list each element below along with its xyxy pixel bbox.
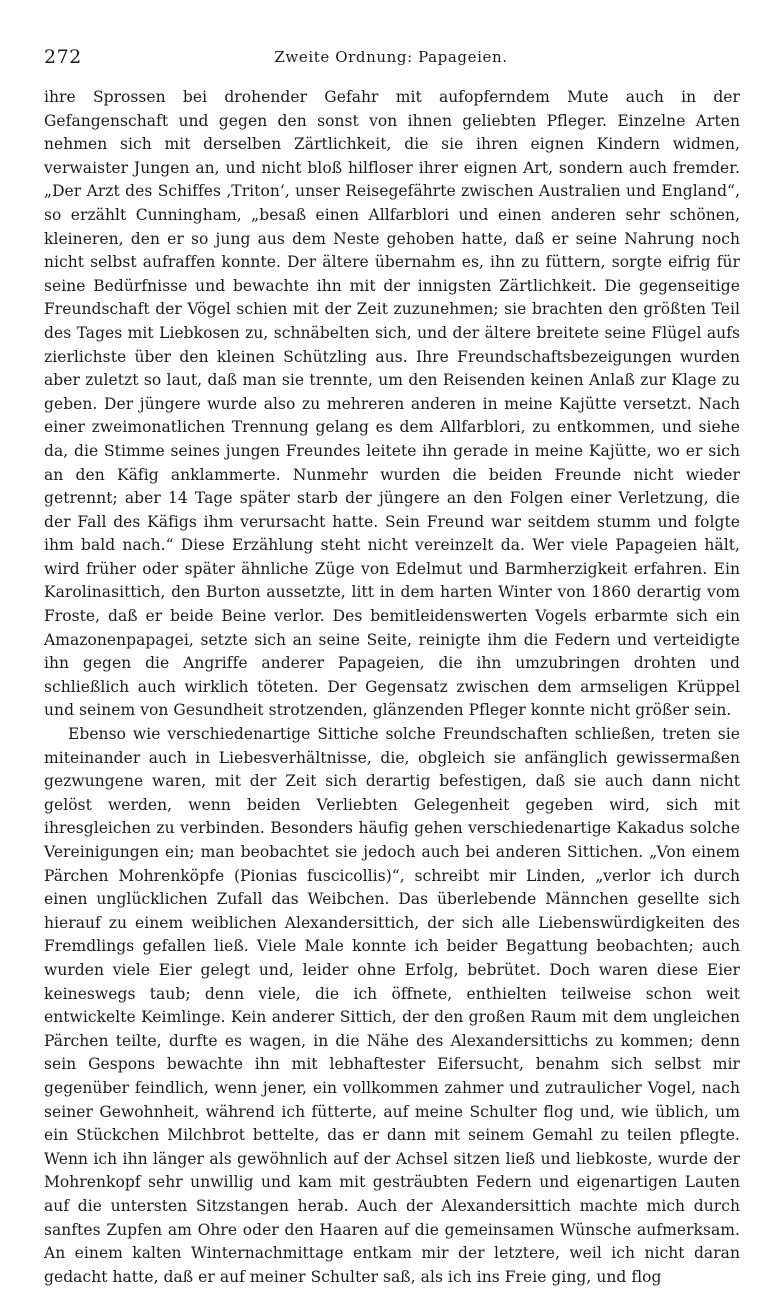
page-header	[44, 46, 738, 72]
page-number: 272	[44, 46, 82, 68]
running-title: Zweite Ordnung: Papageien.	[274, 48, 508, 66]
paragraph-2: Ebenso wie verschiedenartige Sittiche solche Freundschaften schließen, treten sie miteinander auch in Liebesverhältnisse, die, obgleich sie anfänglich gewissermaßen gezwungene waren, mit der Zeit sich derartig befestigen, daß sie auch dann nicht gelöst werden, wenn beiden Verliebten Gelegenheit gegeben wird, sich mit ihresgleichen zu verbinden. Besonders häufig gehen verschiedenartige Kakadus solche Vereinigungen ein; man beobachtet sie jedoch auch bei anderen Sittichen. „Von einem Pärchen Mohrenköpfe (Pionias fuscicollis)“, schreibt mir Linden, „verlor ich durch einen unglücklichen Zufall das Weibchen. Das überlebende Männchen gesellte sich hierauf zu einem weiblichen Alexandersittich, der sich alle Liebenswürdigkeiten des Fremdlings gefallen ließ. Viele Male konnte ich beider Begattung beobachten; auch wurden viele Eier gelegt und, leider ohne Erfolg, bebrütet. Doch waren diese Eier keineswegs taub; denn viele, die ich öffnete, enthielten teilweise schon weit entwickelte Keimlinge. Kein anderer Sittich, der den großen Raum mit dem ungleichen Pärchen teilte, durfte es wagen, in die Nähe des Alexandersittichs zu kommen; denn sein Gespons bewachte ihn mit lebhaftester Eifersucht, benahm sich selbst mir gegenüber feindlich, wenn jener, ein vollkommen zahmer und zutraulicher Vogel, nach seiner Gewohnheit, während ich fütterte, auf meine Schulter flog und, wie üblich, um ein Stückchen Milchbrot bettelte, das er dann mit seinem Gemahl zu teilen pflegte. Wenn ich ihn länger als gewöhnlich auf der Achsel sitzen ließ und liebkoste, wurde der Mohrenkopf sehr unwillig und kam mit gesträubten Federn und eigenartigen Lauten auf die untersten Sitzstangen herab. Auch der Alexandersittich machte mich durch sanftes Zupfen am Ohre oder den Haaren auf die gemeinsamen Wünsche aufmerksam. An einem kalten Winternachmittage entkam mir der letztere, weil ich nicht daran gedacht hatte, daß er auf meiner Schulter saß, als ich ins Freie ging, und flog	[44, 725, 740, 1286]
body-text	[44, 86, 740, 1289]
paragraph-1: ihre Sprossen bei drohender Gefahr mit aufopferndem Mute auch in der Gefangenschaft und gegen den sonst von ihnen geliebten Pfleger. Einzelne Arten nehmen sich mit derselben Zärtlichkeit, die sie ihren eignen Kindern widmen, verwaister Jungen an, und nicht bloß hilfloser ihrer eignen Art, sondern auch fremder. „Der Arzt des Schiffes ‚Triton‘, unser Reisegefährte zwischen Australien und England“, so erzählt Cunningham, „besaß einen Allfarblori und einen anderen sehr schönen, kleineren, den er so jung aus dem Neste gehoben hatte, daß er seine Nahrung noch nicht selbst aufraffen konnte. Der ältere übernahm es, ihn zu füttern, sorgte eifrig für seine Bedürfnisse und bewachte ihn mit der innigsten Zärtlichkeit. Die gegenseitige Freundschaft der Vögel schien mit der Zeit zuzunehmen; sie brachten den größten Teil des Tages mit Liebkosen zu, schnäbelten sich, und der ältere breitete seine Flügel aufs zierlichste über den kleinen Schützling aus. Ihre Freundschaftsbezeigungen wurden aber zuletzt so laut, daß man sie trennte, um den Reisenden keinen Anlaß zur Klage zu geben. Der jüngere wurde also zu mehreren anderen in meine Kajütte versetzt. Nach einer zweimonatlichen Trennung gelang es dem Allfarblori, zu entkommen, und siehe da, die Stimme seines jungen Freundes leitete ihn gerade in meine Kajütte, wo er sich an den Käfig anklammerte. Nunmehr wurden die beiden Freunde nicht wieder getrennt; aber 14 Tage später starb der jüngere an den Folgen einer Verletzung, die der Fall des Käfigs ihm verursacht hatte. Sein Freund war seitdem stumm und folgte ihm bald nach.“ Diese Erzählung steht nicht vereinzelt da. Wer viele Papageien hält, wird früher oder später ähnliche Züge von Edelmut und Barmherzigkeit erfahren. Ein Karolinasittich, den Burton aussetzte, litt in dem harten Winter von 1860 derartig vom Froste, daß er beide Beine verlor. Des bemitleidenswerten Vogels erbarmte sich ein Amazonenpapagei, setzte sich an seine Seite, reinigte ihm die Federn und verteidigte ihn gegen die Angriffe anderer Papageien, die ihn umzubringen drohten und schließlich auch wirklich töteten. Der Gegensatz zwischen dem armseligen Krüppel und seinem von Gesundheit strotzenden, glänzenden Pfleger konnte nicht größer sein.	[44, 88, 740, 720]
